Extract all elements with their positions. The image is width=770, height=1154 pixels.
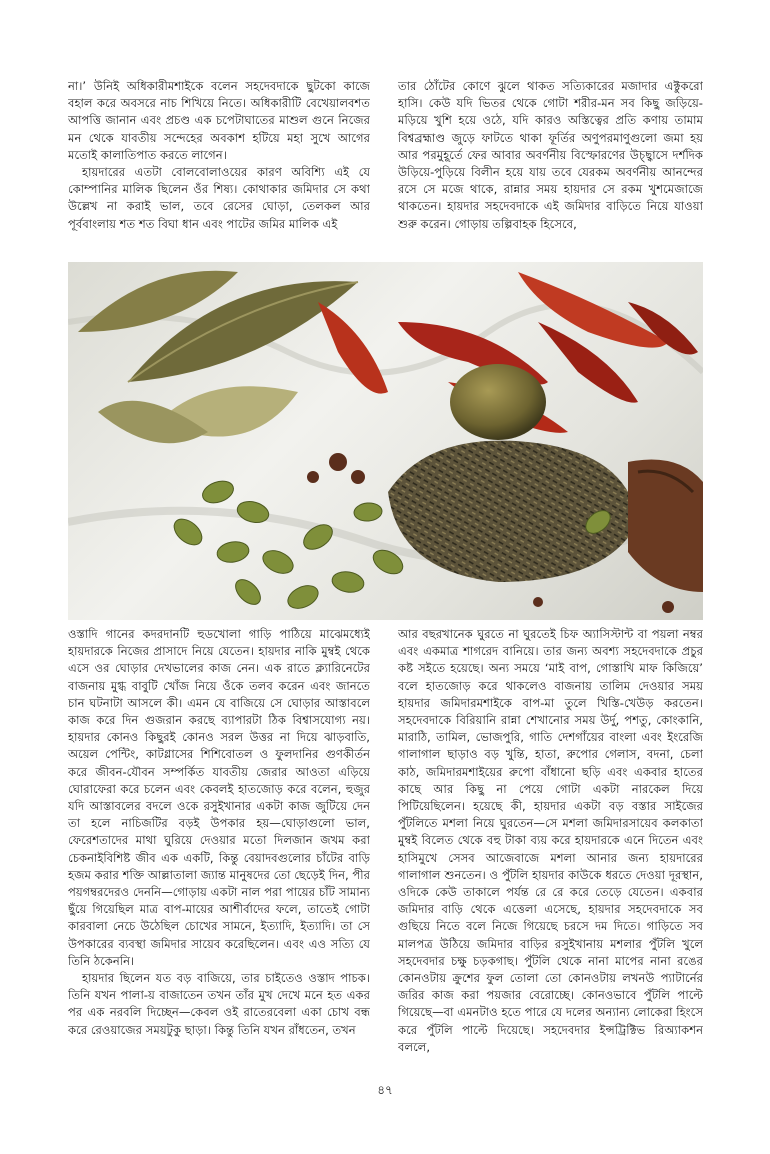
bay-leaves: [78, 271, 358, 444]
spices-illustration: [68, 262, 703, 620]
paragraph: ওস্তাদি গানের কদরদানটি হুডখোলা গাড়ি পাঠিয়ে মাঝেমধ্যেই হায়দারকে নিজের প্রাসাদে নিয়ে যেতেন। হায়দার নাকি মুম্বই থেকে এসে ওর ঘোড়ার দেখভালের কাজ নেন। এক রাতে ক্ল্যারিনেটের বাজনায় মুগ্ধ বাবুটি খোঁজ নিয়ে ওঁকে তলব করেন এবং জানতে চান ঘটনাটা আসলে কী। এমন যে বাজিয়ে সে ঘোড়ার আস্তাবলে কাজ করে দিন গুজরান করছে ব্যাপারটা ঠিক বিশ্বাসযোগ্য নয়। হায়দার কোনও কিছুরই কোনও সরল উত্তর না দিয়ে ঝাড়বাতি, অয়েল পেন্টিং, কাটগ্লাসের শিশিবোতল ও ফুলদানির গুণকীর্তন করে জীবন-যৌবন সম্পর্কিত যাবতীয় জেরার আওতা এড়িয়ে ঘোরাফেরা করে চলেন এবং কেবলই হাতজোড় করে বলেন, হুজুর যদি আস্তাবলের বদলে ওকে রসুইখানার একটা কাজ জুটিয়ে দেন তা হলে নাচিজটির বড়ই উপকার হয়—ঘোড়াগুলো ভাল, ফেরেশতাদের মাথা ঘুরিয়ে দেওয়ার মতো দিলজান জখম করা চেকনাইবিশিষ্ট জীব এক একটি, কিন্তু বেয়াদবগুলোর চাঁটের বাড়ি হজম করার শক্তি আল্লাতালা জ্যান্ত মানুষদের তো ছেড়েই দিন, পীর পয়গম্বরদেরও দেননি—গোড়ায় একটা নাল পরা পায়ের চাঁট সামান্য ছুঁয়ে গিয়েছিল মাত্র বাপ-মায়ের আশীর্বাদের ফলে, তাতেই গোটা কারবালা নেচে উঠেছিল চোখের সামনে, ইত্যাদি, ইত্যাদি। তা সে উপকারের ব্যবস্থা জমিদার সায়েব করেছিলেন। এবং এও সত্যি যে তিনি ঠকেননি।: [68, 627, 370, 968]
cinnamon-bark: [628, 460, 703, 593]
text-column-top-left: [68, 78, 370, 258]
nutmeg: [450, 364, 546, 440]
paragraph: তার ঠোঁটের কোণে ঝুলে থাকত সত্যিকারের মজাদার এক্টুকরো হাসি। কেউ যদি ভিতর থেকে গোটা শরীর-মন সব কিছু জড়িয়ে-মড়িয়ে খুশি হয়ে ওঠে, যদি কারও অস্তিত্বের প্রতি কণায় তামাম বিশ্বব্রহ্মাণ্ড জুড়ে ফাটতে থাকা ফূর্তির অণুপরমাণুগুলো জমা হয় আর পরমুহূর্তে ফের আবার অবর্ণনীয় বিস্ফোরণের উচ্ছ্বাসে দর্শদিক উড়িয়ে-পুড়িয়ে বিলীন হয়ে যায় তবে যেরকম অবর্ণনীয় আনন্দের রসে সে মজে থাকে, রান্নার সময় হায়দার সে রকম খুশমেজাজে থাকতেন। হায়দার সহদেবদাকে এই জমিদার বাড়িতে নিয়ে যাওয়া শুরু করেন। গোড়ায় তল্পিবাহক হিসেবে,: [398, 79, 703, 231]
paragraph: হায়দার ছিলেন যত বড় বাজিয়ে, তার চাইতেও ওস্তাদ পাচক। তিনি যখন পালা-য় বাজাতেন তখন তাঁর মুখ দেখে মনে হত একর পর এক নরবলি দিচ্ছেন—কেবল ওই রাতেরবেলা একা চোখ বন্ধ করে রেওয়াজের সময়টুকু ছাড়া। কিন্তু তিনি যখন রাঁধতেন, তখন: [68, 971, 370, 1037]
paragraph: আর বছরখানেক ঘুরতে না ঘুরতেই চিফ অ্যাসিস্টান্ট বা পয়লা নম্বর এবং একমাত্র শাগরেদ বানিয়ে। তার জন্য অবশ্য সহদেবদাকে প্রচুর কষ্ট সইতে হয়েছে। অন্য সময়ে ‘মাই বাপ, গোস্তাখি মাফ কিজিয়ে’ বলে হাতজোড় করে থাকলেও বাজনায় তালিম দেওয়ার সময় হায়দার জমিদারমশাইকে বাপ-মা তুলে খিস্তি-খেউড় করতেন। সহদেবদাকে বিরিয়ানি রান্না শেখানোর সময় উর্দু, পশতু, কোংকানি, মারাঠি, তামিল, ভোজপুরি, গাতি দেশগাঁয়ের বাংলা এবং ইংরেজি গালাগাল ছাড়াও বড় খুন্তি, হাতা, রুপোর গেলাস, বদনা, চেলা কাঠ, জমিদারমশাইয়ের রুপো বাঁধানো ছড়ি এবং একবার হাতের কাছে আর কিছু না পেয়ে গোটা একটা নারকেল দিয়ে পিটিয়েছিলেন। হয়েছে কী, হায়দার একটা বড় বস্তার সাইজের পুঁটলিতে মশলা নিয়ে ঘুরতেন—সে মশলা জমিদারসায়েব কলকাতা মুম্বই বিলেত থেকে বহু টাকা ব্যয় করে হায়দারকে এনে দিতেন এবং হাসিমুখে সেসব আজেবাজে মশলা আনার জন্য হায়দারের গালাগাল শুনতেন। ও পুঁটলি হায়দার কাউকে ধরতে দেওয়া দূরস্থান, ওদিকে কেউ তাকালে পর্যন্ত রে রে করে তেড়ে যেতেন। একবার জমিদার বাড়ি থেকে এত্তেলা এসেছে, হায়দার সহদেবদাকে সব গুছিয়ে নিতে বলে নিজে গিয়েছে চরসে দম দিতে। গাড়িতে সব মালপত্র উঠিয়ে জমিদার বাড়ির রসুইখানায় মশলার পুঁটলি খুলে সহদেবদার চক্ষু চড়কগাছ। পুঁটলি থেকে নানা মাপের নানা রঙের কোনওটায় ক্রুশের ফুল তোলা তো কোনওটায় লখনউ প্যাটার্নের জরির কাজ করা পয়জার বেরোচ্ছে। কোনওভাবে পুঁটলি পাল্টে গিয়েছে—বা এমনটাও হতে পারে যে দলের অন্যান্য লোকেরা হিংসে করে পুঁটলি পাল্টে দিয়েছে। সহদেবদার ইন্সট্রিক্টিভ রিঅ্যাকশন বললে,: [398, 627, 703, 1054]
text-column-top-right: [398, 78, 703, 258]
spices-photo: [68, 262, 703, 620]
paragraph: হায়দারের এতটা বোলবোলাওয়ের কারণ অবিশ্যি এই যে কোম্পানির মালিক ছিলেন ওঁর শিষ্য। কোথাকার জমিদার সে কথা উল্লেখ না করাই ভাল, তবে রেসের ঘোড়া, তেলকল আর পূর্ববাংলায় শত শত বিঘা ধান এবং পাটের জমির মালিক এই: [68, 165, 370, 231]
text-column-bottom-right: [398, 626, 703, 1066]
text-column-bottom-left: [68, 626, 370, 1066]
page-number: ৪৭: [377, 1083, 393, 1097]
paragraph: না।’ উনিই অধিকারীমশাইকে বলেন সহদেবদাকে ছুটকো কাজে বহাল করে অবসরে নাচ শিখিয়ে নিতে। অধিকারীটি বেখেয়ালবশত আপত্তি জানান এবং প্রচণ্ড এক চপেটাঘাতের মাশুল গুনে নিজের মন থেকে যাবতীয় সন্দেহের অবকাশ হটিয়ে মহা সুখে আগের মতোই কালাতিপাত করতে লাগেন।: [68, 79, 370, 162]
